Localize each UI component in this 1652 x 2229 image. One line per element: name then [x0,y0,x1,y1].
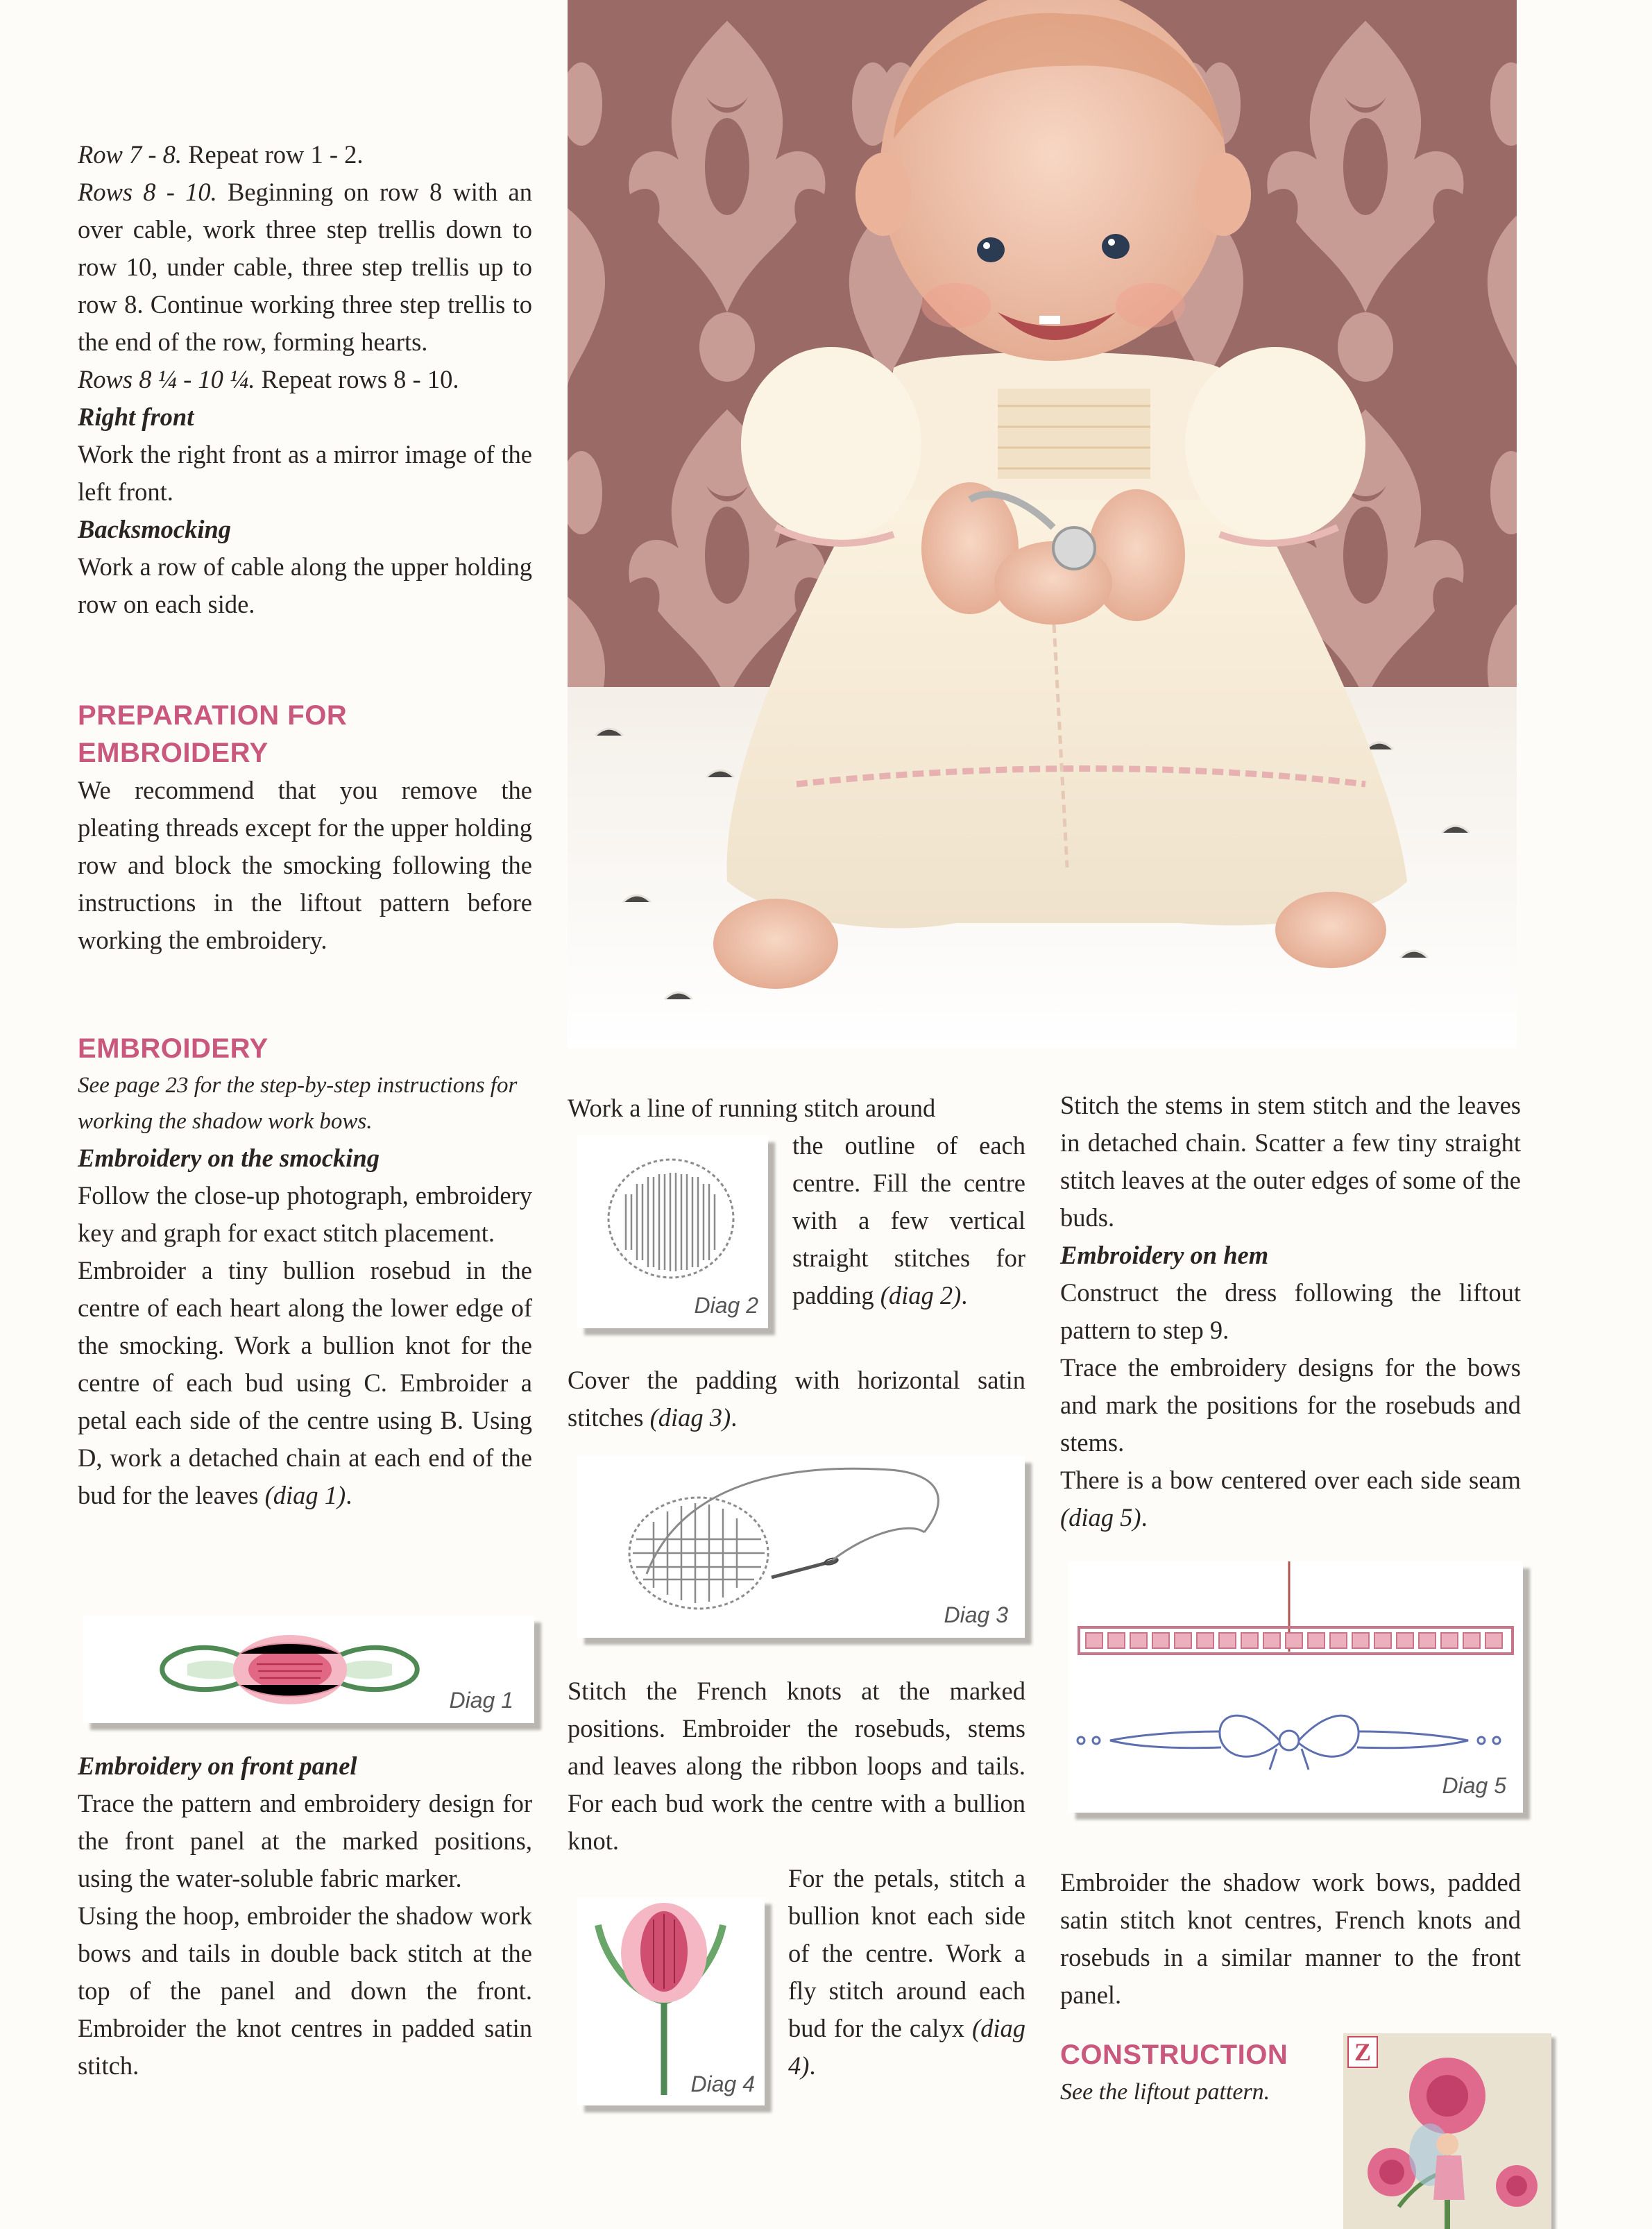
satin-text: Cover the padding with horizontal satin stitches (diag 3). [568,1366,1025,1432]
diag-4-box [577,1897,765,2105]
construction-text: See the liftout pattern. [1060,2079,1270,2105]
smocking-heading: Embroidery on the smocking [78,1144,380,1172]
embroidery-heading: EMBROIDERY [78,1033,269,1064]
satin-paragraph [568,1362,1025,1436]
right-column [1060,1087,1521,1536]
front-panel-text-1: Trace the pattern and embroidery design for the front panel at the marked positions, using the water-soluble fabric marker. [78,1789,532,1892]
diag-3-box [577,1456,1025,1638]
preparation-section [78,697,532,959]
embroidery-note: See page 23 for the step-by-step instructions for working the shadow work bows. [78,1073,518,1134]
diag-1-box [83,1616,534,1723]
padding-paragraph [792,1127,1025,1314]
backsmocking-text: Work a row of cable along the upper holding row on each side. [78,552,532,618]
stems-text: Stitch the stems in stem stitch and the leaves in detached chain. Scatter a few tiny straight stitch leaves at the outer edges of some of the buds. [1060,1091,1521,1232]
hem-text-1: Construct the dress following the liftout pattern to step 9. [1060,1278,1521,1344]
diag-5-box [1068,1561,1523,1813]
diag-3-label: Diag 3 [944,1602,1008,1627]
padding-text: the outline of each centre. Fill the centre with a few vertical straight stitches for padding (diag 2). [792,1131,1025,1310]
zinnia-fairy-card [1343,2033,1551,2229]
row-7-8-paragraph: Row 7 - 8. Repeat row 1 - 2. [78,140,364,169]
baby-photo [568,0,1517,1048]
french-knots-paragraph [568,1672,1025,1860]
hem-text-2: Trace the embroidery designs for the bows and mark the positions for the rosebuds and stems. [1060,1353,1521,1457]
calyx-paragraph [788,1860,1025,2085]
rows-8q-10q-paragraph: Rows 8 ¼ - 10 ¼. Repeat rows 8 - 10. [78,365,459,393]
diag-1-label: Diag 1 [449,1688,513,1713]
preparation-text: We recommend that you remove the pleating threads except for the upper holding row and block the smocking following the instructions in the liftout pattern before working the embroidery. [78,776,532,954]
hem-heading: Embroidery on hem [1060,1241,1269,1269]
right-front-text: Work the right front as a mirror image of the left front. [78,440,532,506]
preparation-heading-line1: PREPARATION FOR [78,700,348,731]
running-stitch-intro: Work a line of running stitch around [568,1094,936,1122]
smocking-text-1: Follow the close-up photograph, embroidery key and graph for exact stitch placement. [78,1181,532,1247]
hem-text-3: There is a bow centered over each side seam (diag 5). [1060,1466,1521,1532]
rows-8-10-paragraph: Rows 8 - 10. Beginning on row 8 with an over cable, work three step trellis down to row 10, under cable, three step trellis up to row 8. Continue working three step trellis to the end of the row, forming hearts. [78,178,533,356]
front-panel-text-2: Using the hoop, embroider the shadow work bows and tails in double back stitch at the top of the panel and down the front. Embroider the knot centres in padded satin stitch. [78,1901,532,2080]
shadow-work-text: Embroider the shadow work bows, padded satin stitch knot centres, French knots and rosebuds in a similar manner to the front panel. [1060,1868,1521,2009]
diag-2-label: Diag 2 [694,1293,758,1318]
middle-column-top [568,1090,1025,1127]
front-panel-section [78,1747,532,2085]
front-panel-heading: Embroidery on front panel [78,1752,357,1780]
construction-heading: CONSTRUCTION [1060,2040,1288,2070]
embroidery-section [78,1030,532,1514]
left-column [78,136,532,623]
right-front-heading: Right front [78,402,194,431]
preparation-heading-line2: EMBROIDERY [78,738,269,768]
card-letter-badge: Z [1347,2036,1378,2068]
calyx-text: For the petals, stitch a bullion knot each side of the centre. Work a fly stitch around each bud for the calyx (diag 4). [788,1864,1025,2080]
shadow-work-paragraph [1060,1864,1521,2014]
diag-4-label: Diag 4 [690,2071,755,2096]
french-knots-text: Stitch the French knots at the marked positions. Embroider the rosebuds, stems and leaves along the ribbon loops and tails. For each bud work the centre with a bullion knot. [568,1677,1025,1855]
diag-5-label: Diag 5 [1442,1773,1506,1798]
diag-2-box [577,1135,768,1328]
backsmocking-heading: Backsmocking [78,515,232,543]
smocking-text-2: Embroider a tiny bullion rosebud in the centre of each heart along the lower edge of the smocking. Work a bullion knot for the centre of each bud using C. Embroider a petal each side of the centre using B. Using D, work a detached chain at each end of the bud for the leaves (diag 1). [78,1256,532,1509]
construction-section [1060,2036,1352,2111]
